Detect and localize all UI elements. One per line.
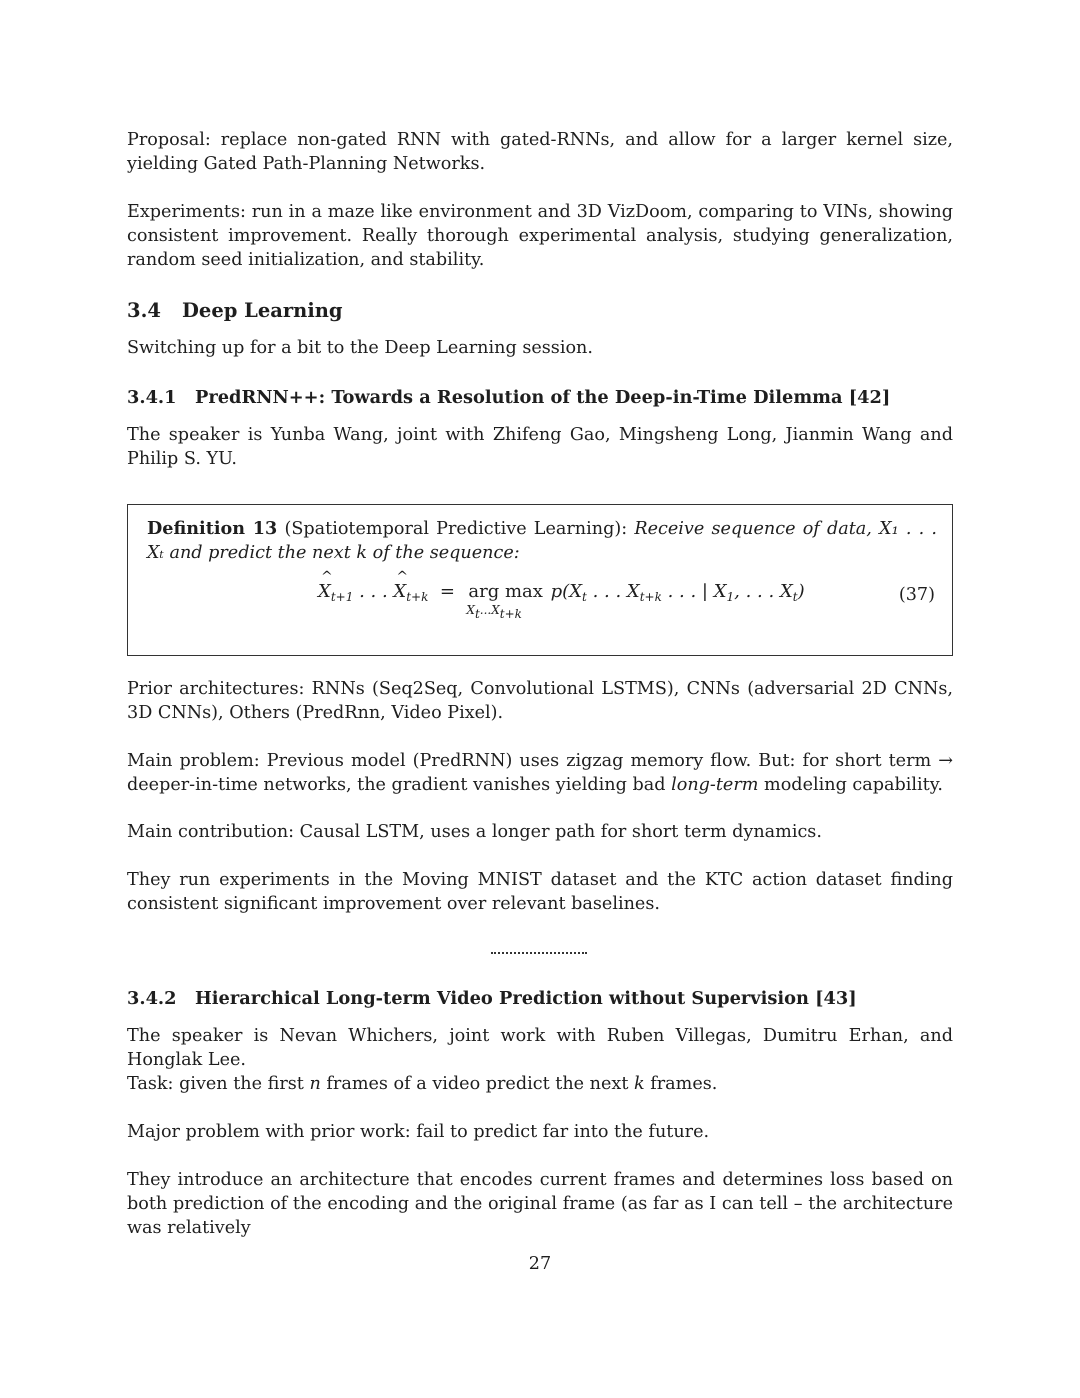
main-problem-text-b: modeling capability. — [764, 775, 943, 795]
equation: ^ $X_{t+1}$ . . . ^ $X_{t+k}$ = arg max $X_t...X_{t+k}$ $p(X_t$ . . . $X_{t+k}$ . . . | $X_1$, . . . $X_t$) — [318, 581, 805, 604]
task-paragraph — [127, 1072, 953, 1096]
section-title: Deep Learning — [182, 299, 343, 322]
contribution-paragraph: Main contribution: Causal LSTM, uses a longer path for short term dynamics. — [127, 822, 822, 842]
definition-label: Definition 13 — [147, 518, 278, 539]
subsection-number-2: 3.4.2 — [127, 988, 177, 1009]
subsection-heading-1 — [127, 387, 890, 408]
section-heading — [127, 299, 343, 322]
speaker1-paragraph: The speaker is Yunba Wang, joint with Zhifeng Gao, Mingsheng Long, Jianmin Wang and Philip S. YU. — [127, 425, 953, 469]
task-text-b: frames of a video predict the next — [326, 1074, 629, 1094]
speaker2-paragraph: The speaker is Nevan Whichers, joint work with Ruben Villegas, Dumitru Erhan, and Honglak Lee. — [127, 1026, 953, 1070]
subsection-heading-2 — [127, 988, 857, 1009]
prior-paragraph: Prior architectures: RNNs (Seq2Seq, Convolutional LSTMS), CNNs (adversarial 2D CNNs, 3D CNNs), Others (PredRnn, Video Pixel). — [127, 679, 953, 723]
switching-paragraph: Switching up for a bit to the Deep Learning session. — [127, 338, 593, 358]
definition-text: Receive sequence of data, X₁ . . . Xₜ and predict the next k of the sequence: — [147, 519, 938, 563]
subsection-title-1: PredRNN++: Towards a Resolution of the Deep-in-Time Dilemma [42] — [195, 387, 891, 408]
page-number: 27 — [528, 1254, 552, 1274]
major-problem-paragraph: Major problem with prior work: fail to predict far into the future. — [127, 1122, 710, 1142]
main-problem-emphasis: long-term — [671, 775, 759, 795]
task-n: n — [309, 1074, 321, 1094]
task-k: k — [633, 1074, 645, 1094]
definition-name: (Spatiotemporal Predictive Learning): — [284, 519, 628, 539]
task-text-c: frames. — [650, 1074, 718, 1094]
definition-box — [127, 504, 953, 656]
definition-header — [147, 517, 937, 565]
subsection-number-1: 3.4.1 — [127, 387, 177, 408]
main-problem-text-a: Main problem: Previous model (PredRNN) uses zigzag memory flow. But: for short term → deeper-in-time networks, the gradient vanishes yielding bad — [127, 751, 953, 795]
proposal-paragraph: Proposal: replace non-gated RNN with gated-RNNs, and allow for a larger kernel size, yielding Gated Path-Planning Networks. — [127, 130, 953, 174]
experiments2-paragraph: They run experiments in the Moving MNIST dataset and the KTC action dataset finding consistent significant improvement over relevant baselines. — [127, 870, 953, 914]
section-number: 3.4 — [127, 299, 161, 322]
introduce-paragraph: They introduce an architecture that encodes current frames and determines loss based on both prediction of the encoding and the original frame (as far as I can tell – the architecture was relatively — [127, 1170, 953, 1238]
separator-rule — [491, 952, 587, 954]
main-problem-paragraph — [127, 749, 953, 797]
task-text-a: Task: given the first — [127, 1074, 304, 1094]
experiments-paragraph: Experiments: run in a maze like environment and 3D VizDoom, comparing to VINs, showing consistent improvement. Really thorough experimental analysis, studying generalization, random seed initialization, and stability. — [127, 202, 953, 270]
subsection-title-2: Hierarchical Long-term Video Prediction without Supervision [43] — [195, 988, 857, 1009]
equation-number: (37) — [898, 585, 935, 605]
